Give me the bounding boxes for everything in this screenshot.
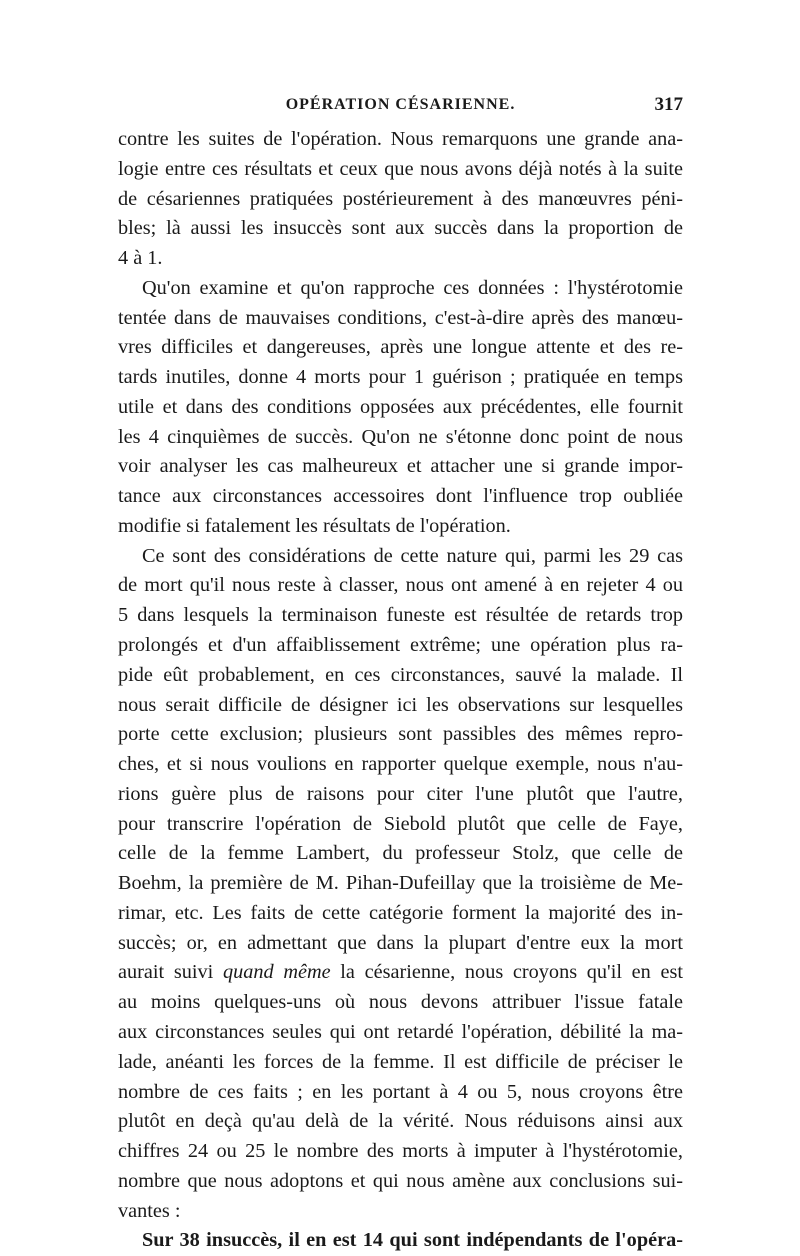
text-line: vres difficiles et dangereuses, après une longue attente et des re- bbox=[118, 336, 683, 359]
text-line: contre les suites de l'opération. Nous remarquons une grande ana- bbox=[118, 128, 683, 150]
text-line: Ce sont des considérations de cette nature qui, parmi les 29 cas bbox=[142, 544, 683, 567]
text-line: pour transcrire l'opération de Siebold plutôt que celle de Faye, bbox=[118, 812, 683, 835]
text-line: lade, anéanti les forces de la femme. Il est difficile de préciser le bbox=[118, 1050, 683, 1073]
text-line: Sur 38 insuccès, il en est 14 qui sont indépendants de l'opéra- bbox=[142, 1229, 683, 1252]
text-line: aux circonstances seules qui ont retardé l'opération, débilité la ma- bbox=[118, 1020, 683, 1043]
text-line: chiffres 24 ou 25 le nombre des morts à imputer à l'hystérotomie, bbox=[118, 1140, 683, 1163]
text-line: pide eût probablement, en ces circonstances, sauvé la malade. Il bbox=[118, 663, 683, 686]
text-line: de césariennes pratiquées postérieurement à des manœuvres péni- bbox=[118, 187, 683, 210]
text-line: porte cette exclusion; plusieurs sont passibles des mêmes repro- bbox=[118, 723, 683, 746]
text-line: plutôt en deçà qu'au delà de la vérité. Nous réduisons ainsi aux bbox=[118, 1110, 683, 1133]
text-line: rimar, etc. Les faits de cette catégorie forment la majorité des in- bbox=[118, 901, 683, 924]
text-line: modifie si fatalement les résultats de l'opération. bbox=[118, 514, 511, 537]
page-number: 317 bbox=[654, 94, 683, 115]
text-line: vantes : bbox=[118, 1199, 181, 1222]
text-line: Qu'on examine et qu'on rapproche ces données : l'hystérotomie bbox=[142, 276, 683, 299]
text-line: au moins quelques-uns où nous devons attribuer l'issue fatale bbox=[118, 991, 683, 1014]
text-line: 4 à 1. bbox=[118, 247, 163, 270]
text-line: nous serait difficile de désigner ici les observations sur lesquelles bbox=[118, 693, 683, 716]
text-line: rions guère plus de raisons pour citer l'une plutôt que l'autre, bbox=[118, 782, 683, 805]
text-line: ches, et si nous voulions en rapporter quelque exemple, nous n'au- bbox=[118, 753, 683, 776]
text-line: tentée dans de mauvaises conditions, c'est-à-dire après des manœu- bbox=[118, 306, 683, 329]
text-line: tards inutiles, donne 4 morts pour 1 guérison ; pratiquée en temps bbox=[118, 366, 683, 389]
text-line: utile et dans des conditions opposées aux précédentes, elle fournit bbox=[118, 395, 683, 418]
text-line: succès; or, en admettant que dans la plupart d'entre eux la mort bbox=[118, 931, 683, 954]
body-text bbox=[118, 125, 683, 1256]
text-line: prolongés et d'un affaiblissement extrême; une opération plus ra- bbox=[118, 634, 683, 657]
text-fragment: aurait suivi bbox=[118, 961, 214, 984]
text-line: logie entre ces résultats et ceux que nous avons déjà notés à la suite bbox=[118, 157, 683, 180]
text-line: les 4 cinquièmes de succès. Qu'on ne s'étonne donc point de nous bbox=[118, 425, 683, 448]
running-head bbox=[118, 96, 683, 120]
text-line: voir analyser les cas malheureux et attacher une si grande impor- bbox=[118, 455, 683, 478]
text-line: nombre que nous adoptons et qui nous amène aux conclusions sui- bbox=[118, 1169, 683, 1192]
text-line: bles; là aussi les insuccès sont aux succès dans la proportion de bbox=[118, 217, 683, 240]
text-line: nombre de ces faits ; en les portant à 4 ou 5, nous croyons être bbox=[118, 1080, 683, 1103]
text-line: 5 dans lesquels la terminaison funeste est résultée de retards trop bbox=[118, 604, 683, 627]
text-line: tance aux circonstances accessoires dont l'influence trop oubliée bbox=[118, 485, 683, 508]
text-line-with-emphasis bbox=[118, 958, 683, 988]
emphasis-text: quand même bbox=[222, 961, 331, 984]
text-line: de mort qu'il nous reste à classer, nous ont amené à en rejeter 4 ou bbox=[118, 574, 683, 597]
text-line: celle de la femme Lambert, du professeur Stolz, que celle de bbox=[118, 842, 683, 865]
running-title: OPÉRATION CÉSARIENNE. bbox=[285, 96, 516, 113]
text-fragment: la césarienne, nous croyons qu'il en est bbox=[340, 961, 683, 984]
text-line: Boehm, la première de M. Pihan-Dufeillay que la troisième de Me- bbox=[118, 872, 683, 895]
